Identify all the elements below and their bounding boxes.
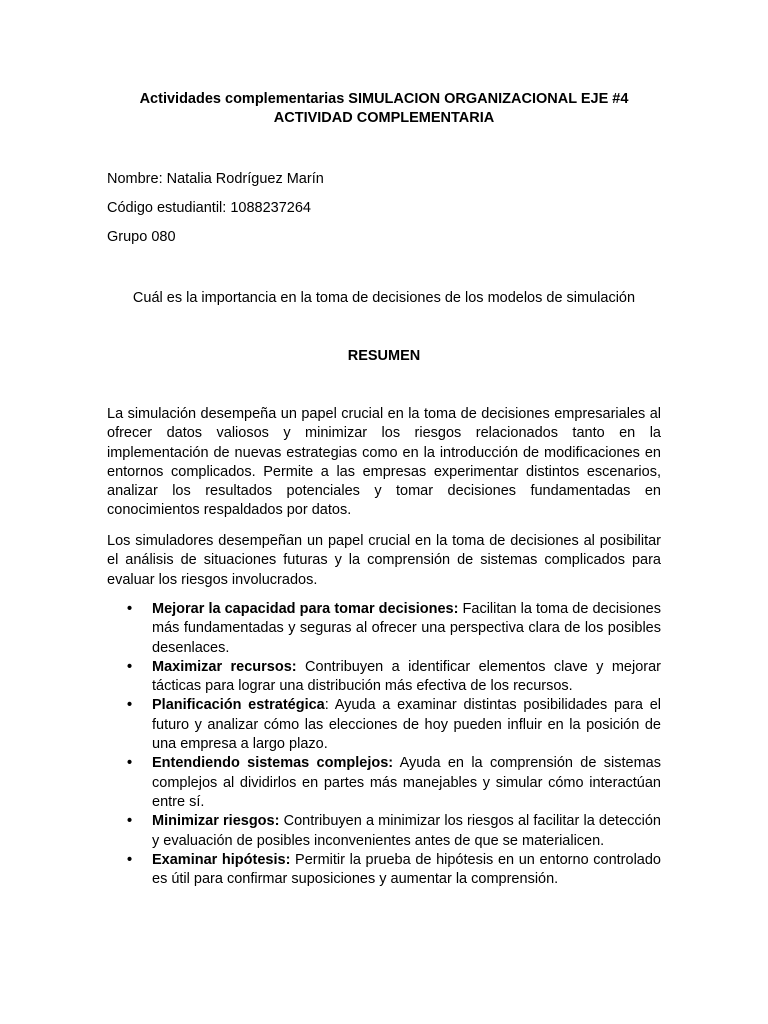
list-item xyxy=(107,754,661,812)
student-name: Nombre: Natalia Rodríguez Marín xyxy=(107,171,324,187)
document-title xyxy=(80,90,688,128)
bullet-lead: Entendiendo sistemas complejos: xyxy=(152,755,394,772)
bullet-text: Contribuyen a minimizar los riesgos al facilitar la detección y evaluación de posibles inconvenientes antes de que se materialicen. xyxy=(152,813,661,849)
bullet-text: Permitir la prueba de hipótesis en un entorno controlado es útil para confirmar suposiciones y aumentar la comprensión. xyxy=(152,851,661,888)
bullet-icon: • xyxy=(127,755,133,772)
list-item xyxy=(107,812,661,851)
title-line-2: ACTIVIDAD COMPLEMENTARIA xyxy=(273,110,495,126)
bullet-lead: Minimizar riesgos: xyxy=(152,813,280,830)
bullet-icon: • xyxy=(127,697,133,714)
benefits-list xyxy=(107,600,661,889)
bullet-text: Contribuyen a identificar elementos clave y mejorar tácticas para lograr una distribución más efectiva de los recursos. xyxy=(152,658,662,695)
question-heading: Cuál es la importancia en la toma de decisiones de los modelos de simulación xyxy=(132,290,636,306)
student-code: Código estudiantil: 1088237264 xyxy=(107,200,311,216)
summary-heading: RESUMEN xyxy=(347,348,421,364)
bullet-icon: • xyxy=(127,658,133,675)
bullet-icon: • xyxy=(127,813,133,830)
list-item xyxy=(107,658,661,697)
bullet-lead: Planificación estratégica xyxy=(152,697,325,714)
bullet-lead: Mejorar la capacidad para tomar decisiones: xyxy=(152,601,459,617)
bullet-icon: • xyxy=(127,601,133,617)
summary-paragraph-2: Los simuladores desempeñan un papel crucial en la toma de decisiones al posibilitar el análisis de situaciones futuras y la comprensión de sistemas complicados para evaluar los riesgos involucrados. xyxy=(107,533,661,588)
bullet-text: : Ayuda a examinar distintas posibilidades para el futuro y analizar cómo las elecciones de hoy pueden influir en la posición de una empresa a largo plazo. xyxy=(152,697,661,753)
bullet-lead: Maximizar recursos: xyxy=(152,658,297,675)
title-line-1: Actividades complementarias SIMULACION ORGANIZACIONAL EJE #4 xyxy=(139,91,629,107)
summary-paragraph-1: La simulación desempeña un papel crucial en la toma de decisiones empresariales al ofrecer datos valiosos y minimizar los riesgos relacionados tanto en la implementación de nuevas estrategias como en la introducción de modificaciones en entornos complicados. Permite a las empresas experimentar distintos escenarios, analizar los resultados potenciales y tomar decisiones fundamentadas en conocimientos respaldados por datos. xyxy=(107,406,661,519)
bullet-lead: Examinar hipótesis: xyxy=(152,851,291,868)
list-item xyxy=(107,696,661,754)
bullet-text: Facilitan la toma de decisiones más fundamentadas y seguras al ofrecer una perspectiva clara de los posibles desenlaces. xyxy=(152,601,661,656)
list-item xyxy=(107,600,661,658)
bullet-text: Ayuda en la comprensión de sistemas complejos al dividirlos en partes más manejables y simular cómo interactúan entre sí. xyxy=(152,755,661,810)
list-item xyxy=(107,851,661,890)
student-group: Grupo 080 xyxy=(107,229,176,245)
bullet-icon: • xyxy=(127,851,133,868)
